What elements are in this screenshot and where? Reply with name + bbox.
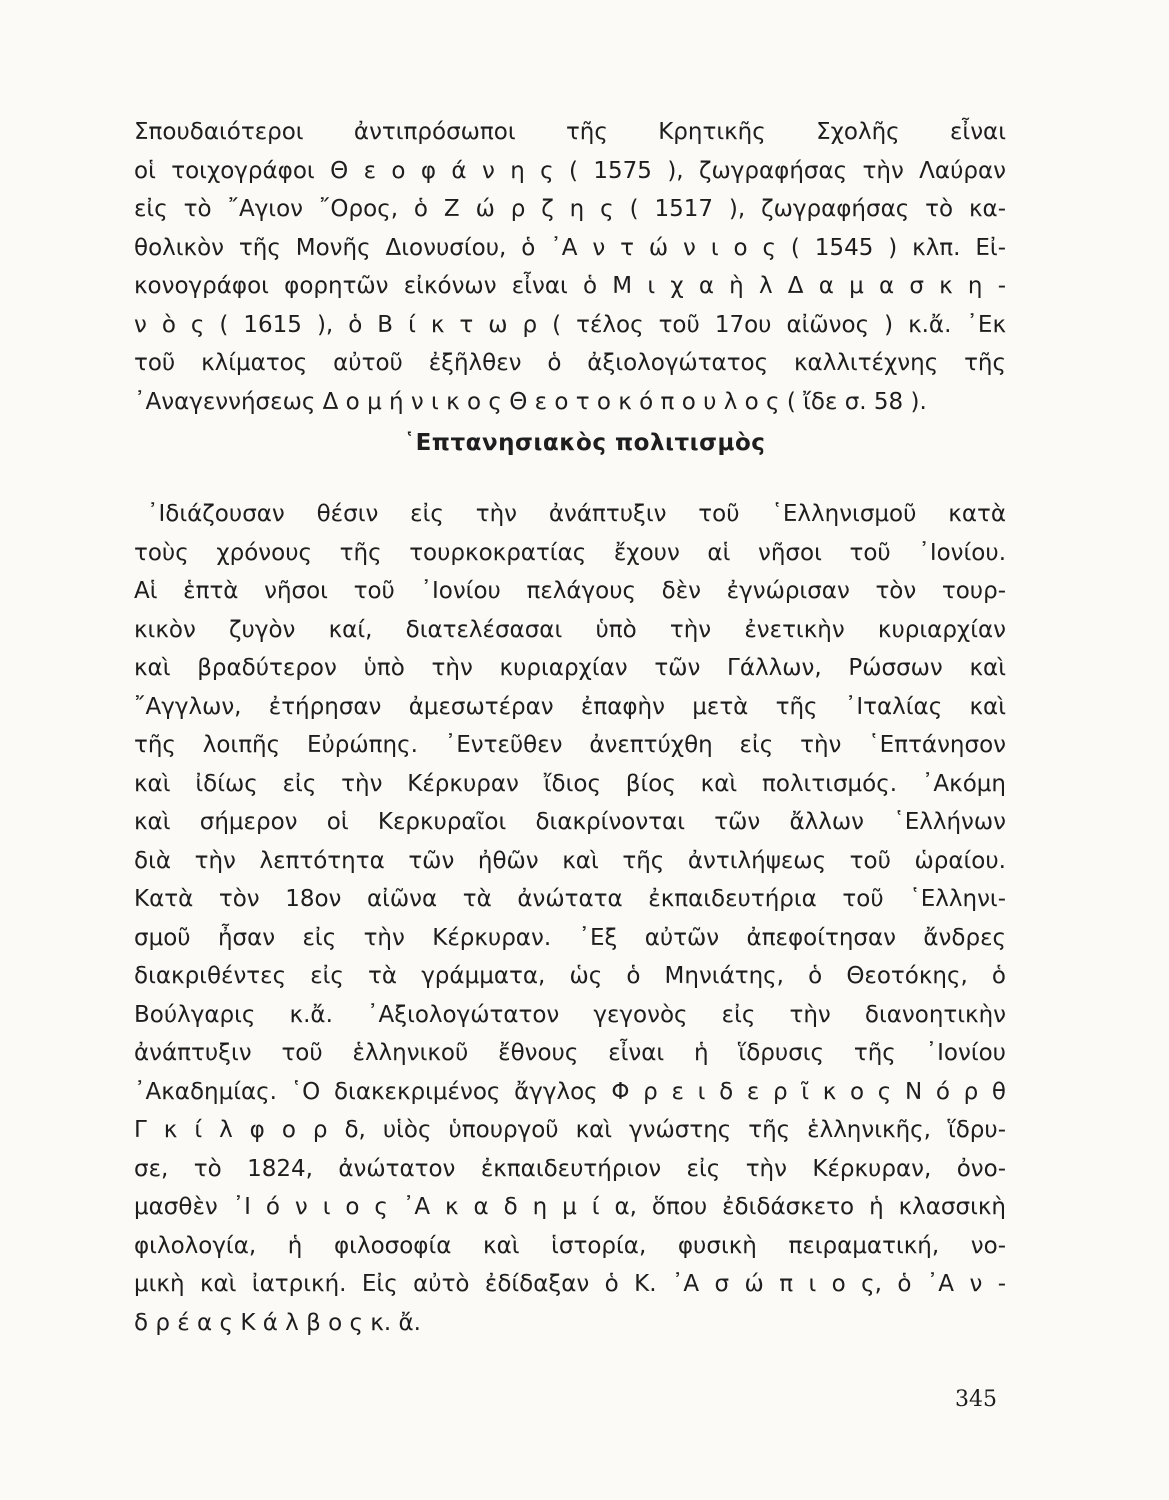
text-line: διακριθέντες εἰς τὰ γράμματα, ὡς ὁ Μηνιάτης, ὁ Θεοτόκης, ὁ bbox=[134, 963, 1006, 989]
text-line: ᾿Αναγεννήσεως Δ ο μ ή ν ι κ ο ς Θ ε ο τ ο κ ό π ο υ λ ο ς ( ἴδε σ. 58 ). bbox=[134, 388, 927, 415]
text-line: μικὴ καὶ ἰατρική. Εἰς αὐτὸ ἐδίδαξαν ὁ Κ. ᾿Α σ ώ π ι ο ς, ὁ ᾿Α ν - bbox=[134, 1271, 1006, 1297]
text-line: θολικὸν τῆς Μονῆς Διονυσίου, ὁ ᾿Α ν τ ώ ν ι ο ς ( 1545 ) κλπ. Εἰ- bbox=[134, 234, 1006, 261]
text-line: ῎Αγγλων, ἐτήρησαν ἀμεσωτέραν ἐπαφὴν μετὰ τῆς ᾿Ιταλίας καὶ bbox=[134, 693, 1006, 720]
section-heading: ῾Επτανησιακὸς πολιτισμὸς bbox=[403, 430, 766, 456]
text-line: καὶ ἰδίως εἰς τὴν Κέρκυραν ἴδιος βίος καὶ πολιτισμός. ᾿Ακόμη bbox=[134, 770, 1006, 797]
text-line: ν ὸ ς ( 1615 ), ὁ Β ί κ τ ω ρ ( τέλος τοῦ 17ου αἰῶνος ) κ.ἄ. ᾿Εκ bbox=[134, 311, 1006, 338]
text-line: ᾿Ιδιάζουσαν θέσιν εἰς τὴν ἀνάπτυξιν τοῦ ῾Ελληνισμοῦ κατὰ bbox=[147, 501, 1006, 527]
text-line: καὶ βραδύτερον ὑπὸ τὴν κυριαρχίαν τῶν Γάλλων, Ρώσσων καὶ bbox=[134, 655, 1006, 681]
text-line: σμοῦ ἦσαν εἰς τὴν Κέρκυραν. ᾿Εξ αὐτῶν ἀπεφοίτησαν ἄνδρες bbox=[134, 924, 1006, 951]
text-line: εἰς τὸ ῎Αγιον ῎Ορος, ὁ Ζ ώ ρ ζ η ς ( 1517 ), ζωγραφήσας τὸ κα- bbox=[134, 196, 1006, 222]
text-line: τοὺς χρόνους τῆς τουρκοκρατίας ἔχουν αἱ νῆσοι τοῦ ᾿Ιονίου. bbox=[134, 539, 1006, 566]
text-line: δ ρ έ α ς Κ ά λ β ο ς κ. ἄ. bbox=[134, 1309, 421, 1336]
text-line: οἱ τοιχογράφοι Θ ε ο φ ά ν η ς ( 1575 ), ζωγραφήσας τὴν Λαύραν bbox=[134, 157, 1006, 184]
text-line: κονογράφοι φορητῶν εἰκόνων εἶναι ὁ Μ ι χ α ὴ λ Δ α μ α σ κ η - bbox=[134, 273, 1006, 299]
text-line: τῆς λοιπῆς Εὐρώπης. ᾿Εντεῦθεν ἀνεπτύχθη εἰς τὴν ῾Επτάνησον bbox=[134, 732, 1006, 758]
text-line: κικὸν ζυγὸν καί, διατελέσασαι ὑπὸ τὴν ἐνετικὴν κυριαρχίαν bbox=[134, 616, 1006, 643]
text-line: καὶ σήμερον οἱ Κερκυραῖοι διακρίνονται τῶν ἄλλων ῾Ελλήνων bbox=[134, 809, 1006, 835]
text-line: Αἱ ἑπτὰ νῆσοι τοῦ ᾿Ιονίου πελάγους δὲν ἐγνώρισαν τὸν τουρ- bbox=[134, 578, 1006, 604]
text-line: ᾿Ακαδημίας. ῾Ο διακεκριμένος ἄγγλος Φ ρ ε ι δ ε ρ ῖ κ ο ς Ν ό ρ θ bbox=[134, 1078, 1006, 1105]
text-line: Κατὰ τὸν 18ον αἰῶνα τὰ ἀνώτατα ἐκπαιδευτήρια τοῦ ῾Ελληνι- bbox=[134, 886, 1006, 912]
paragraph-cretan-school bbox=[134, 113, 1006, 421]
text-line: ἀνάπτυξιν τοῦ ἑλληνικοῦ ἔθνους εἶναι ἡ ἵδρυσις τῆς ᾿Ιονίου bbox=[134, 1040, 1006, 1066]
text-line: φιλολογία, ἡ φιλοσοφία καὶ ἱστορία, φυσικὴ πειραματική, νο- bbox=[134, 1232, 1006, 1259]
text-line: τοῦ κλίματος αὐτοῦ ἐξῆλθεν ὁ ἀξιολογώτατος καλλιτέχνης τῆς bbox=[134, 350, 1006, 376]
text-line: Σπουδαιότεροι ἀντιπρόσωποι τῆς Κρητικῆς Σχολῆς εἶναι bbox=[134, 119, 1006, 145]
text-line: μασθὲν ᾿Ι ό ν ι ο ς ᾿Α κ α δ η μ ί α, ὅπου ἐδιδάσκετο ἡ κλασσικὴ bbox=[134, 1194, 1006, 1220]
text-line: σε, τὸ 1824, ἀνώτατον ἐκπαιδευτήριον εἰς τὴν Κέρκυραν, ὀνο- bbox=[134, 1155, 1006, 1182]
text-line: Βούλγαρις κ.ἄ. ᾿Αξιολογώτατον γεγονὸς εἰς τὴν διανοητικὴν bbox=[134, 1001, 1006, 1028]
text-line: διὰ τὴν λεπτότητα τῶν ἠθῶν καὶ τῆς ἀντιλήψεως τοῦ ὡραίου. bbox=[134, 847, 1006, 874]
page-number: 345 bbox=[955, 1387, 997, 1412]
paragraph-heptanesian bbox=[134, 495, 1006, 1342]
text-line: Γ κ ί λ φ ο ρ δ, υἱὸς ὑπουργοῦ καὶ γνώστης τῆς ἑλληνικῆς, ἵδρυ- bbox=[134, 1117, 1006, 1143]
